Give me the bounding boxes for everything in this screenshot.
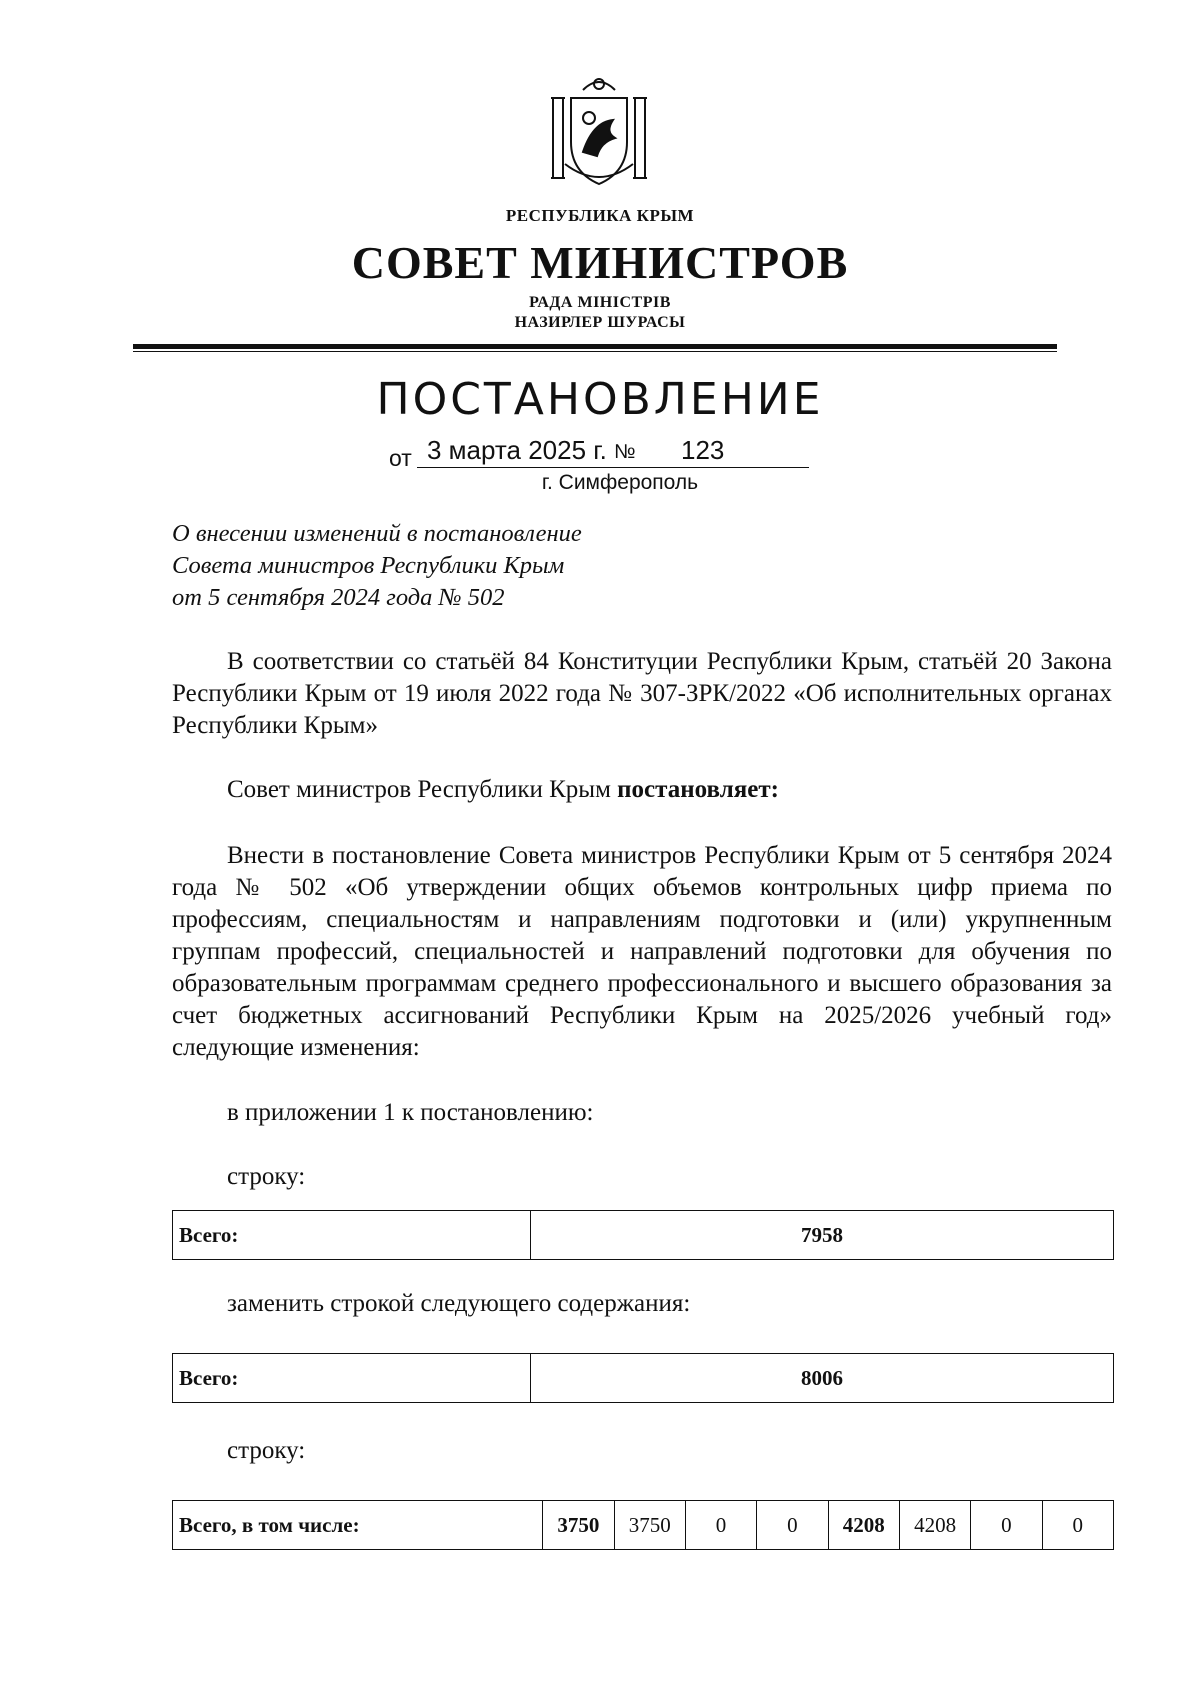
amend-text: Внести в постановление Совета министров Республики Крым от 5 сентября 2024 года № 502 «Об утверждении общих объемов контрольных цифр приема по профессиям, специальностям и направлениям подготовки и (или) укрупненным группам профессий, специальностей и направлений подготовки для обучения по образовательным программам среднего профессионального и высшего образования за счет бюджетных ассигнований Республики Крым на 2025/2026 учебный год» следующие изменения: [172,842,1112,1061]
table-cell: 0 [757,1501,828,1550]
row-value: 8006 [531,1354,1114,1403]
table-cell: 4208 [899,1501,970,1550]
resolves-paragraph [227,776,779,804]
resolves-keyword: постановляет: [617,776,779,803]
document-date: 3 марта 2025 г. [427,435,607,465]
new-total-table [172,1353,1114,1403]
table-cell: 4208 [828,1501,899,1550]
old-total-table [172,1210,1114,1260]
header-rule-thick [133,344,1057,349]
table-cell: 3750 [614,1501,685,1550]
date-number-line [389,435,809,469]
table-cell: 3750 [543,1501,614,1550]
row-label: Всего: [173,1211,531,1260]
document-subject [172,518,772,614]
row-label: Всего: [173,1354,531,1403]
table-cell: 0 [971,1501,1042,1550]
resolves-text: Совет министров Республики Крым [227,776,618,803]
amend-paragraph [172,840,1112,1064]
basis-paragraph [172,646,1112,742]
council-name: СОВЕТ МИНИСТРОВ [351,237,849,288]
detail-total-table [172,1500,1114,1550]
document-city: г. Симферополь [541,471,699,494]
row-value: 7958 [531,1211,1114,1260]
header-rule-thin [133,351,1057,352]
row-word-line: строку: [227,1437,306,1464]
council-name-crh: НАЗИРЛЕР ШУРАСЫ [514,314,686,331]
table-row [173,1501,1114,1550]
basis-text: В соответствии со статьёй 84 Конституции Республики Крым, статьёй 20 Закона Республики Крым от 19 июля 2022 года № 307-ЗРК/2022 «Об исполнительных органах Республики Крым» [172,648,1112,739]
council-name-ua: РАДА МІНІСТРІВ [529,294,671,311]
annex-line: в приложении 1 к постановлению: [227,1099,594,1126]
table-cell: 0 [1042,1501,1113,1550]
table-row [173,1211,1114,1260]
subject-line: от 5 сентября 2024 года № 502 [172,584,505,611]
number-sign: № [614,441,636,463]
crimea-coat-of-arms-icon [543,72,655,190]
table-cell: 0 [685,1501,756,1550]
subject-line: Совета министров Республики Крым [172,552,565,579]
subject-line: О внесении изменений в постановление [172,520,582,547]
row-label: Всего, в том числе: [173,1501,543,1550]
date-prefix: от [389,445,412,471]
row-word-line: строку: [227,1163,306,1190]
table-row [173,1354,1114,1403]
document-number: 123 [681,435,725,465]
republic-name: РЕСПУБЛИКА КРЫМ [505,206,695,225]
replace-line: заменить строкой следующего содержания: [227,1290,691,1317]
date-underline [417,467,809,468]
document-type: ПОСТАНОВЛЕНИЕ [376,374,824,425]
